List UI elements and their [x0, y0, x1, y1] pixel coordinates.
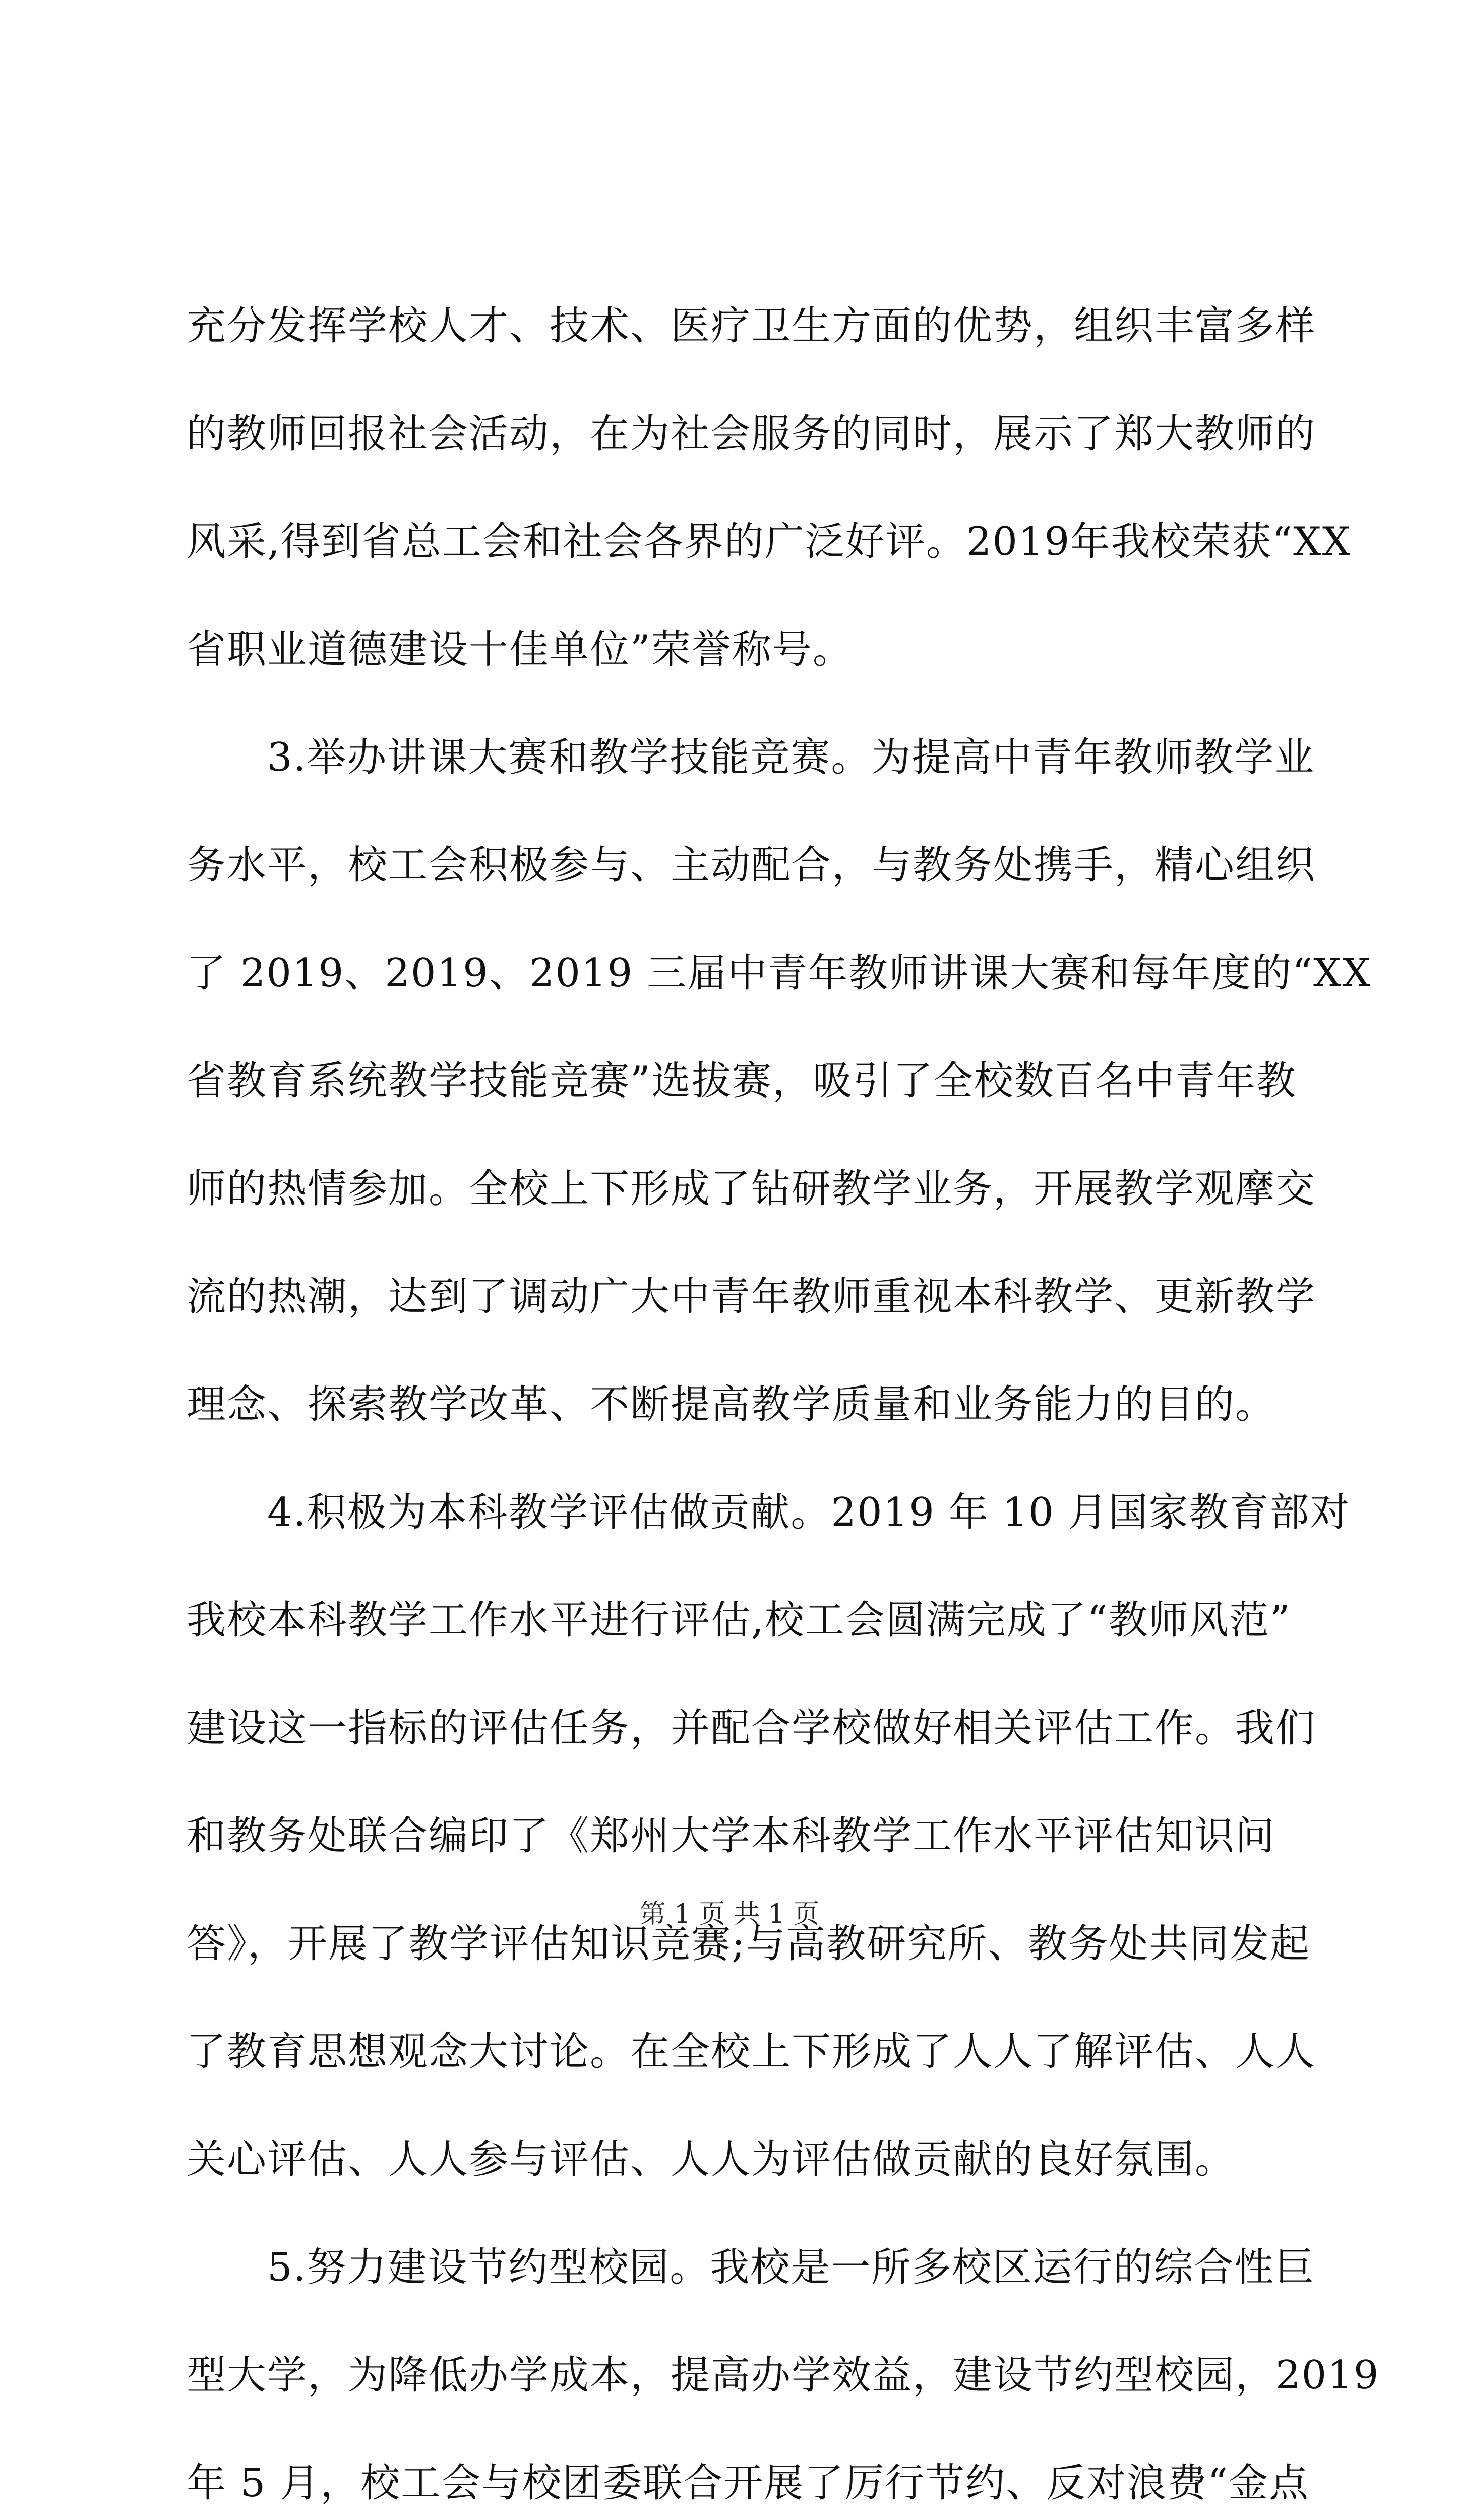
text-line: 了 2019、2019、2019 三届中青年教师讲课大赛和每年度的“XX — [187, 951, 1372, 996]
text-line: 我校本科教学工作水平进行评估,校工会圆满完成了“教师风范” — [187, 1598, 1291, 1643]
text-line: 建设这一指标的评估任务，并配合学校做好相关评估工作。我们 — [187, 1706, 1316, 1751]
text-line: 理念、探索教学改革、不断提高教学质量和业务能力的目的。 — [187, 1382, 1276, 1427]
text-line: 和教务处联合编印了《郑州大学本科教学工作水平评估知识问 — [187, 1813, 1276, 1859]
text-line: 风采,得到省总工会和社会各界的广泛好评。2019年我校荣获“XX — [187, 519, 1352, 564]
text-line: 3.举办讲课大赛和教学技能竞赛。为提高中青年教师教学业 — [187, 735, 1315, 780]
text-line: 充分发挥学校人才、技术、医疗卫生方面的优势，组织丰富多样 — [187, 303, 1316, 349]
text-line: 5.努力建设节约型校园。我校是一所多校区运行的综合性巨 — [187, 2245, 1315, 2290]
text-line: 关心评估、人人参与评估、人人为评估做贡献的良好氛围。 — [187, 2137, 1236, 2182]
text-line: 年 5 月，校工会与校团委联合开展了厉行节约、反对浪费“金点 — [187, 2461, 1310, 2506]
text-line: 务水平，校工会积极参与、主动配合，与教务处携手，精心组织 — [187, 843, 1316, 888]
text-line: 省教育系统教学技能竞赛”选拔赛，吸引了全校数百名中青年教 — [187, 1058, 1297, 1104]
page-footer: 第 1 页 共 1 页 — [639, 1899, 820, 1929]
text-line: 师的热情参加。全校上下形成了钻研教学业务，开展教学观摩交 — [187, 1166, 1316, 1212]
text-line: 省职业道德建设十佳单位”荣誉称号。 — [187, 627, 853, 672]
text-line: 型大学，为降低办学成本，提高办学效益，建设节约型校园，2019 — [187, 2353, 1380, 2398]
text-line: 答》，开展了教学评估知识竞赛;与高教研究所、教务处共同发起 — [187, 1921, 1311, 1967]
text-line: 流的热潮，达到了调动广大中青年教师重视本科教学、更新教学 — [187, 1274, 1316, 1319]
text-line: 4.积极为本科教学评估做贡献。2019 年 10 月国家教育部对 — [187, 1490, 1351, 1535]
text-line: 了教育思想观念大讨论。在全校上下形成了人人了解评估、人人 — [187, 2029, 1316, 2074]
text-line: 的教师回报社会活动，在为社会服务的同时，展示了郑大教师的 — [187, 411, 1316, 457]
document-body — [187, 272, 1380, 2520]
